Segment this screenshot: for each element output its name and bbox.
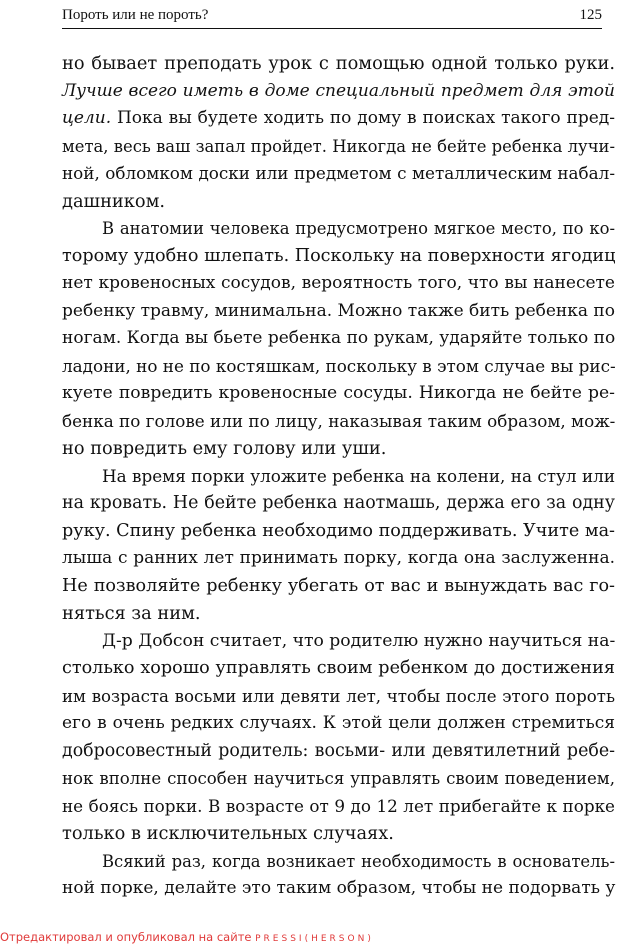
footer-credit-text: Отредактировал и опубликовал на сайте: [0, 930, 256, 944]
line-text: На время порки уложите ребенка на колени, на стул или: [102, 465, 615, 486]
text-line: [62, 738, 615, 766]
line-text: ладони, но не по костяшкам, поскольку в этом случае вы рис-: [62, 355, 616, 376]
text-line: [62, 353, 615, 381]
text-line: [62, 655, 615, 683]
text-line: [62, 325, 615, 353]
text-line: [62, 848, 615, 876]
line-text: дашником.: [62, 190, 166, 212]
line-text: добросовестный родитель: восьми- или девятилетний ребе-: [62, 740, 615, 761]
text-line: [62, 78, 615, 106]
text-line: [62, 875, 615, 903]
text-line: [62, 683, 615, 711]
text-line: [62, 545, 615, 573]
text-line: [62, 243, 615, 271]
text-line: [62, 408, 615, 436]
line-text: Всякий раз, когда возникает необходимость в основатель-: [102, 851, 615, 871]
text-line: [62, 215, 615, 243]
line-text: нок вполне способен научиться управлять своим поведением,: [62, 769, 615, 788]
text-line: [62, 710, 615, 738]
text-line: [62, 765, 615, 793]
line-text: только в исключительных случаях.: [62, 823, 394, 844]
line-text: на кровать. Не бейте ребенка наотмашь, держа его за одну: [62, 493, 615, 513]
line-text: Не позволяйте ребенку убегать от вас и вынуждать вас го-: [62, 575, 615, 596]
line-text: ной порке, делайте это таким образом, чтобы не подорвать у: [62, 878, 616, 898]
line-text: но бывает преподать урок с помощью одной только руки.: [62, 53, 615, 74]
running-head: [62, 4, 602, 26]
text-line: [62, 490, 615, 518]
text-line: [62, 600, 615, 628]
line-text: его в очень редких случаях. К этой цели должен стремиться: [62, 713, 615, 733]
line-text: мета, весь ваш запал пройдет. Никогда не бейте ребенка лучи-: [62, 136, 615, 156]
body-text: [62, 50, 615, 903]
text-line: [62, 628, 615, 656]
line-text: Д-р Добсон считает, что родителю нужно научиться на-: [102, 630, 616, 651]
line-text: им возраста восьми или девяти лет, чтобы после этого пороть: [62, 686, 615, 706]
line-text: ребенку травму, минимальна. Можно также бить ребенка по: [62, 300, 615, 321]
header-rule: [62, 28, 602, 29]
text-line: [62, 518, 615, 546]
text-line: [62, 820, 615, 848]
line-text: ной, обломком доски или предметом с металлическим набал-: [62, 163, 615, 183]
text-line: [62, 160, 615, 188]
line-text: но повредить ему голову или уши.: [62, 438, 387, 459]
text-line: [62, 188, 615, 216]
chapter-title: Пороть или не пороть?: [62, 7, 209, 23]
footer-credit: [0, 930, 374, 946]
line-text: не боясь порки. В возрасте от 9 до 12 лет прибегайте к порке: [62, 795, 615, 816]
text-line: [62, 298, 615, 326]
line-text: столько хорошо управлять своим ребенком до достижения: [62, 658, 615, 678]
footer-site-name: PRESSI(HERSON): [255, 934, 374, 944]
text-line: [62, 793, 615, 821]
line-text: лыша с ранних лет принимать порку, когда она заслуженна.: [62, 548, 615, 568]
text-line: [62, 105, 615, 133]
text-line: [62, 270, 615, 298]
italic-text: цели.: [62, 108, 112, 128]
line-text: куете повредить кровеносные сосуды. Никогда не бейте ре-: [62, 383, 615, 403]
line-text: руку. Спину ребенка необходимо поддерживать. Учите ма-: [62, 520, 615, 541]
italic-text: Лучше всего иметь в доме специальный предмет для этой: [62, 80, 615, 101]
text-line: [62, 133, 615, 161]
line-text: няться за ним.: [62, 603, 201, 624]
page-number: 125: [579, 7, 602, 23]
text-line: [62, 573, 615, 601]
line-text: торому удобно шлепать. Поскольку на поверхности ягодиц: [62, 245, 616, 266]
line-text: нет кровеносных сосудов, вероятность того, что вы нанесете: [62, 273, 615, 293]
line-text: В анатомии человека предусмотрено мягкое место, по ко-: [102, 219, 615, 238]
text-line: [62, 435, 615, 463]
line-text: бенка по голове или по лицу, наказывая таким образом, мож-: [62, 410, 616, 431]
line-text: ногам. Когда вы бьете ребенка по рукам, ударяйте только по: [62, 328, 616, 348]
text-line: [62, 463, 615, 491]
line-text: Пока вы будете ходить по дому в поисках такого пред-: [111, 108, 615, 128]
text-line: [62, 380, 615, 408]
text-line: [62, 50, 615, 78]
